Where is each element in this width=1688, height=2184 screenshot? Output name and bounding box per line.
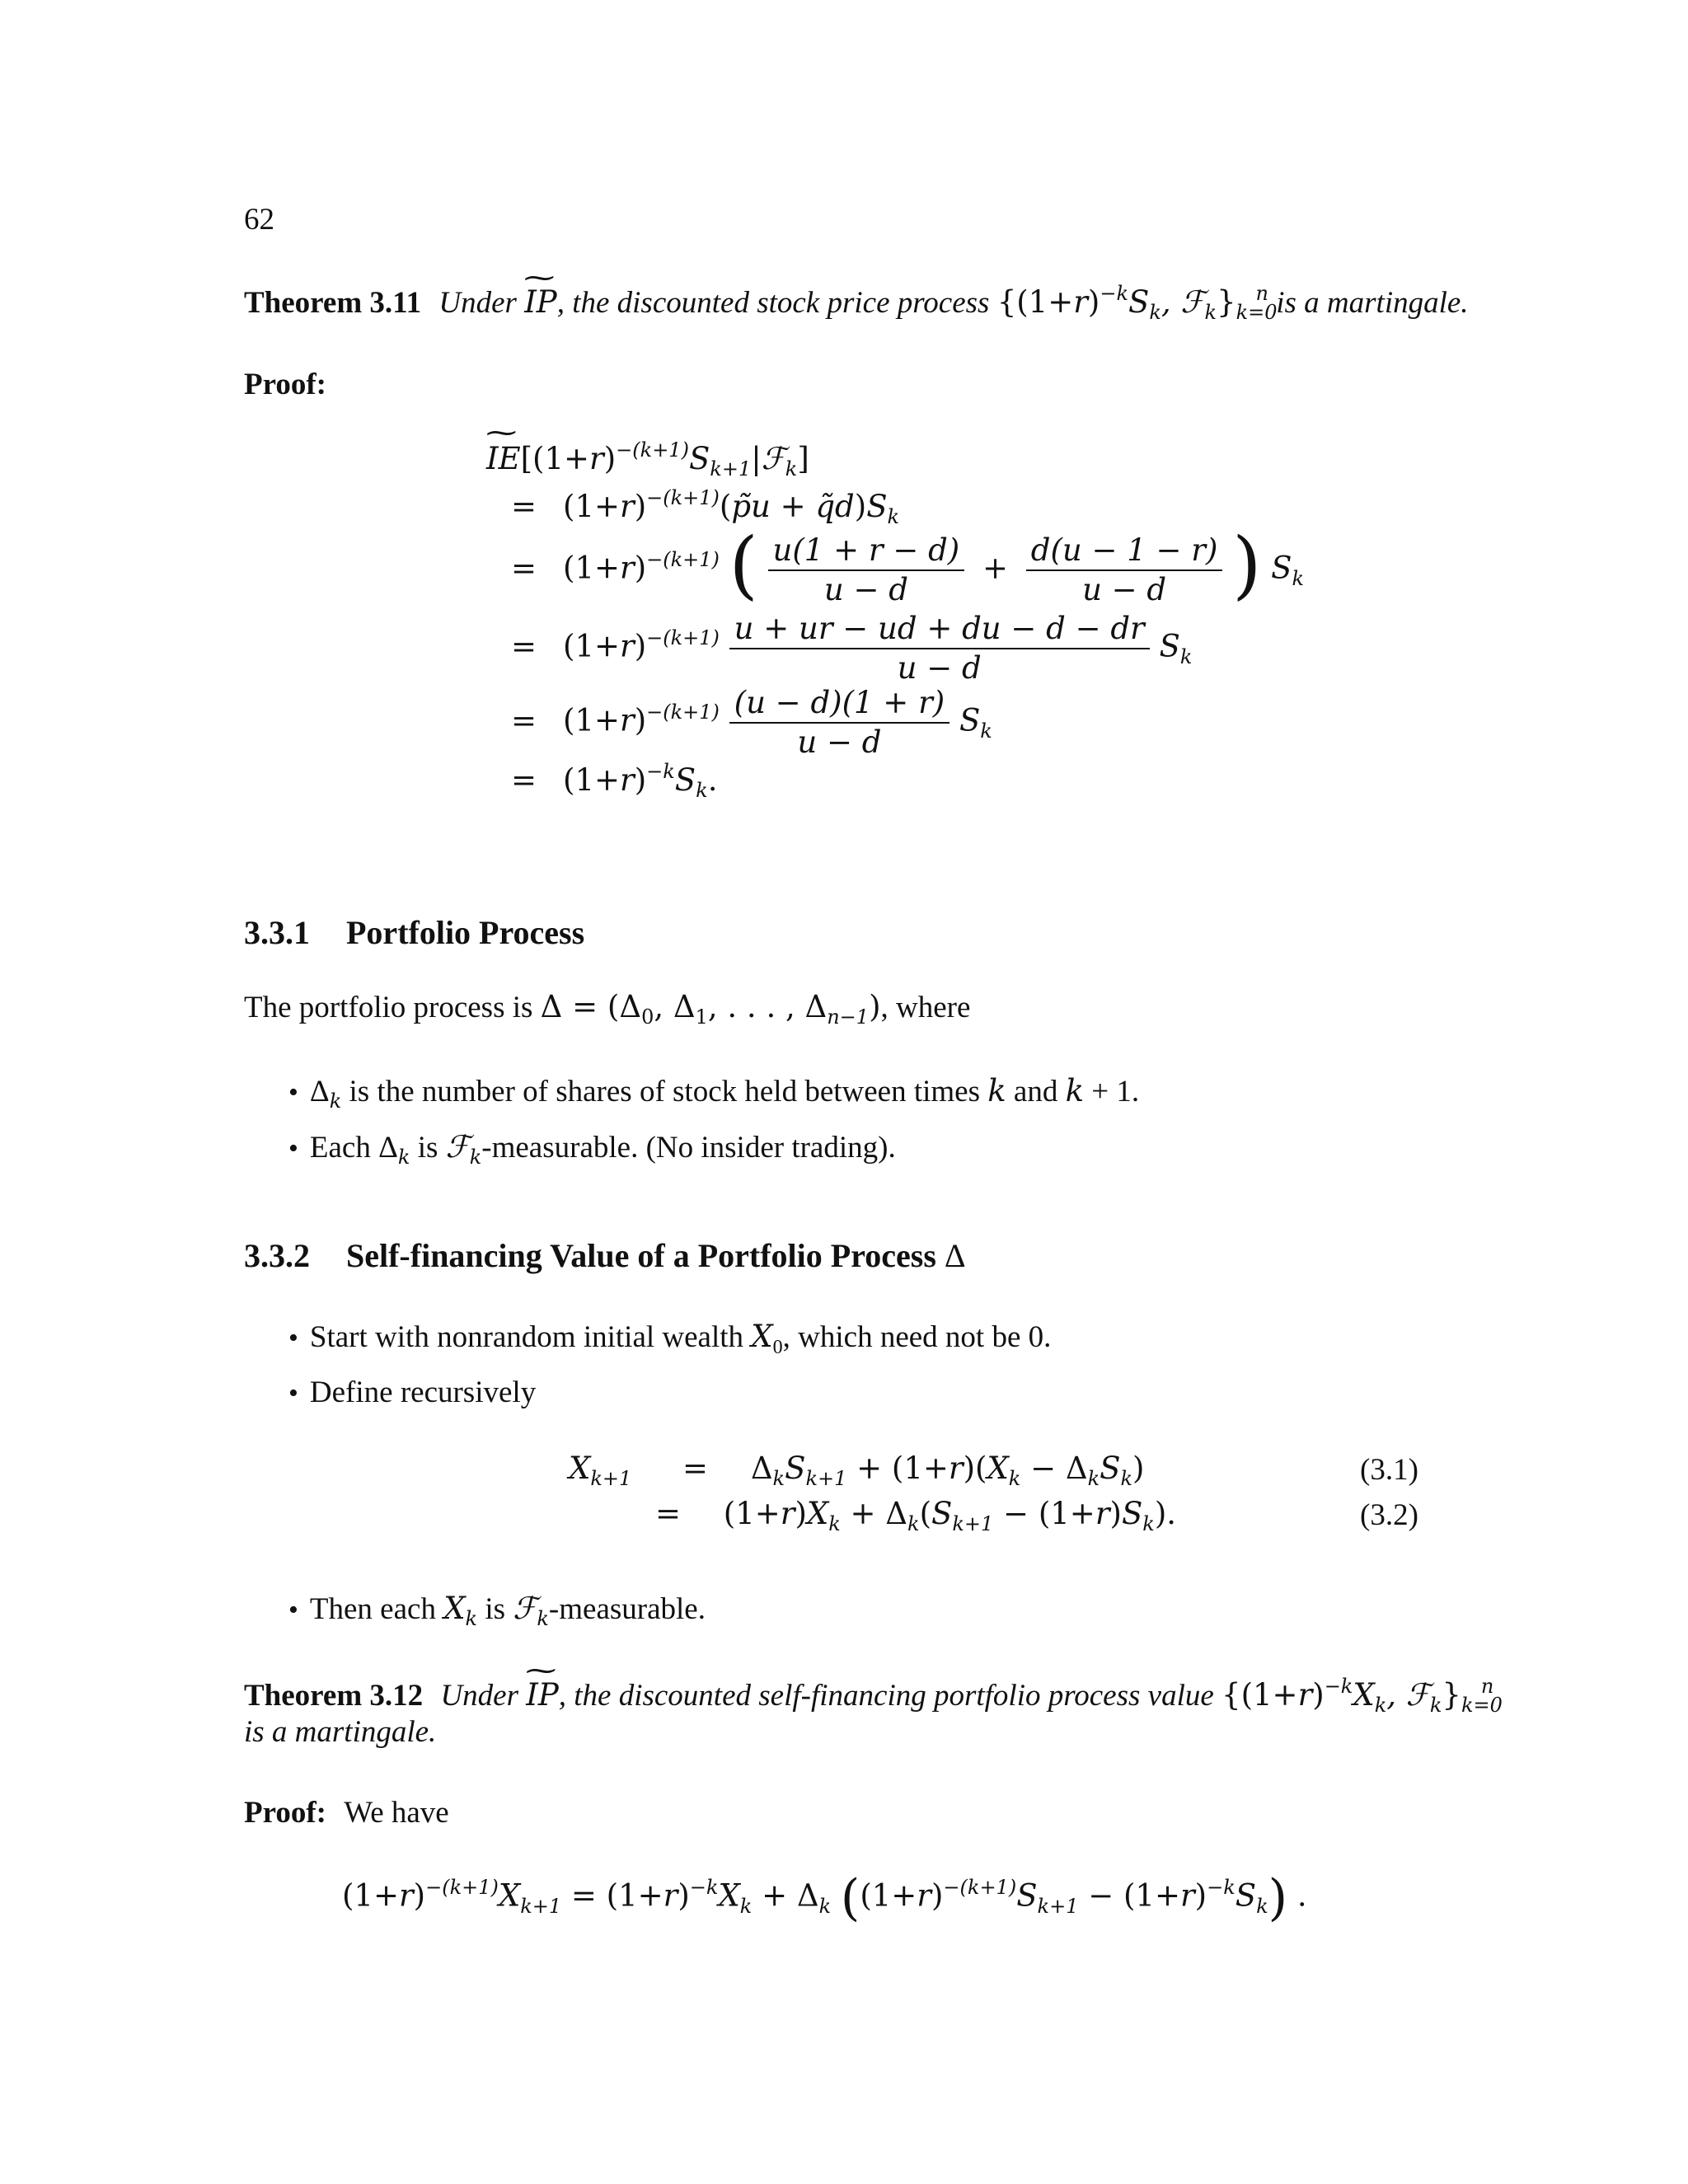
section-number: 3.3.1	[244, 914, 310, 951]
bullet-text: Then each	[309, 1592, 436, 1626]
bullet-item: • $\Delta_k$ is the number of shares of stock held between times k and k + 1.	[288, 1073, 1140, 1113]
frac4-den: u − d	[797, 724, 882, 760]
bullet-text: Each	[309, 1131, 371, 1165]
frac2-num: d(u − 1 − r)	[1026, 532, 1223, 571]
section-3-3-2-heading: 3.3.2 Self-financing Value of a Portfolio Process Δ	[244, 1237, 966, 1274]
theorem-line-2: is a martingale.	[244, 1715, 437, 1749]
proof-label: Proof:	[244, 368, 326, 401]
proof-label: Proof:	[244, 1796, 326, 1830]
bullet-is: is	[417, 1131, 438, 1165]
proof-line-2: = $(1+r)^{-(k+1)}$ ( $\frac{u(1 + r - d)}{u - d}$ + $\frac{d(u - 1 - r)}{u - d}$ ) $S_k$	[511, 522, 1304, 608]
section-3-3-1-heading	[244, 913, 584, 953]
theorem-3-11	[244, 284, 1469, 324]
proof-line-3: = $(1+r)^{-(k+1)}$ $\frac{u + ur - ud + du - d - dr}{u - d}$ $S_k$	[511, 611, 1193, 686]
proof-2-equation: $(1+r)^{-(k+1)}X_{k+1} = (1+r)^{-k}X_k + \Delta_k$ $((1+r)^{-(k+1)}S_{k+1} - (1+r)^{-k}S_k)$ .	[342, 1869, 1307, 1927]
portfolio-intro	[244, 989, 970, 1029]
frac1-num: u(1 + r − d)	[768, 532, 965, 571]
equation-label: (3.2)	[1360, 1498, 1418, 1532]
proof-line-0: ~ $IE[(1+r)^{-(k+1)}S_{k+1}|ℱ_k]$	[486, 441, 809, 476]
bullet-text: is the number of shares of stock held between times	[349, 1075, 980, 1108]
bullet-text: Define recursively	[309, 1376, 537, 1409]
bullet-and: and	[1013, 1075, 1058, 1108]
portfolio-intro-after: , where	[880, 991, 971, 1024]
bullet-item: • Start with nonrandom initial wealth $X_0$, which need not be 0.	[288, 1319, 1052, 1358]
bullet-tail: , which need not be 0.	[782, 1320, 1052, 1354]
theorem-text-before: Under	[440, 1679, 518, 1713]
equation-3-1: $X_{k+1} = \Delta_kS_{k+1} + (1+r)(X_k - \Delta_kS_k)$	[569, 1451, 1145, 1490]
section-title: Self-financing Value of a Portfolio Process	[346, 1237, 936, 1274]
section-number: 3.3.2	[244, 1237, 310, 1274]
frac2-den: u − d	[1082, 572, 1167, 607]
equation-label: (3.1)	[1360, 1453, 1418, 1487]
theorem-label: Theorem 3.12	[244, 1679, 424, 1713]
theorem-formula: {$(1+r)^{-k}S_k$, $ℱ_k\}_{k=0}^n$	[996, 282, 1278, 324]
proof-line-5: = $(1+r)^{-k}S_k$.	[511, 760, 718, 802]
bullet-item: • Each $\Delta_k$ is ℱ$_k$-measurable. (No insider trading).	[288, 1129, 896, 1169]
bullet-item: • Define recursively	[288, 1376, 537, 1409]
theorem-formula: {$(1+r)^{-k}X_k$, $ℱ_k\}_{k=0}^n$	[1221, 1675, 1503, 1717]
measure-p-tilde: ~ IP	[524, 284, 557, 321]
portfolio-formula: $\Delta = (\Delta_0$, $\Delta_1$, . . . , $\Delta_{n-1}$)	[540, 989, 881, 1029]
bullet-text: Start with nonrandom initial wealth	[309, 1320, 744, 1354]
equation-3-2: = $(1+r)X_k + \Delta_k(S_{k+1} - (1+r)S_k)$.	[655, 1496, 1177, 1535]
frac1-den: u − d	[823, 572, 908, 607]
proof-line-1: = $(1+r)^{-(k+1)}(p̃u$ + $q̃d)S_k$	[511, 486, 900, 528]
theorem-text-after: , the discounted stock price process	[556, 286, 990, 320]
theorem-label: Theorem 3.11	[244, 286, 422, 320]
page-number: 62	[244, 203, 274, 237]
frac4-num: (u − d)(1 + r)	[729, 684, 950, 724]
frac3-num: u + ur − ud + du − d − dr	[729, 610, 1150, 649]
frac3-den: u − d	[897, 650, 982, 686]
bullet-tail: -measurable. (No insider trading).	[481, 1131, 896, 1165]
theorem-text-before: Under	[438, 286, 517, 320]
bullet-item: • Then each $X_k$ is ℱ$_k$-measurable.	[288, 1591, 706, 1630]
bullet-is: is	[485, 1592, 506, 1626]
proof-text: We have	[344, 1796, 449, 1830]
measure-p-tilde: ~ IP	[526, 1677, 559, 1713]
proof-line-4: = $(1+r)^{-(k+1)}$ $\frac{(u - d)(1 + r)}{u - d}$ $S_k$	[511, 685, 992, 760]
theorem-text-after: , the discounted self-financing portfolio process value	[558, 1679, 1214, 1713]
portfolio-intro-before: The portfolio process is	[244, 991, 533, 1024]
proof-2	[244, 1795, 449, 1831]
section-title: Portfolio Process	[346, 914, 585, 951]
theorem-3-12	[244, 1675, 1503, 1717]
theorem-tail: is a martingale.	[1276, 286, 1469, 320]
bullet-tail: -measurable.	[548, 1592, 706, 1626]
